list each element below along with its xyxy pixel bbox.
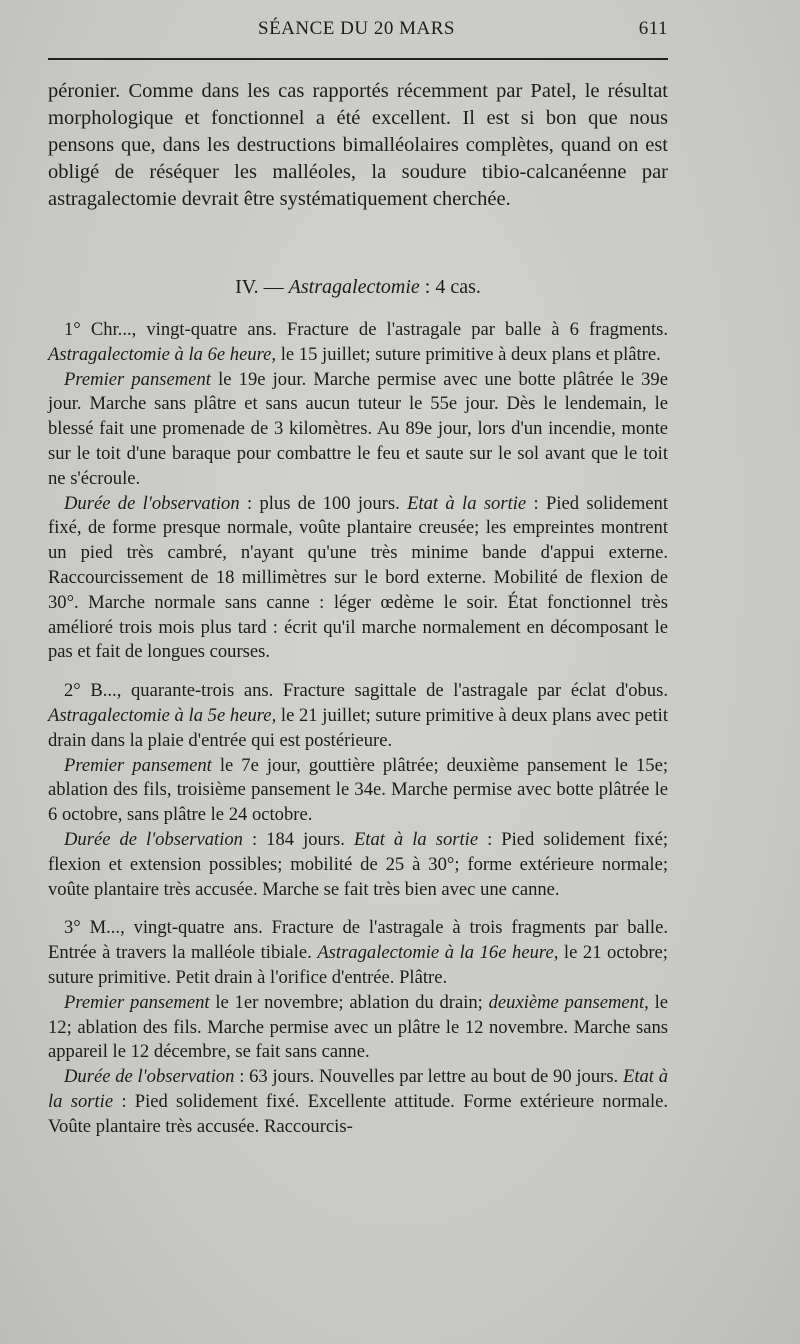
text-run: : Pied solidement fixé, de forme presque normale, voûte plantaire creusée; les empreintes montrent un pied très cambré, n'ayant qu'une très minime bande d'appui externe. Raccourcissement de 18 millimètres sur le bord externe. Mobilité de flexion de 30°. Marche normale sans canne : léger œdème le soir. État fonctionnel très amélioré trois mois plus tard : écrit qu'il marche normalement en décomposant le pas et fait de longues courses. (48, 492, 669, 663)
italic-run: Premier pansement (64, 991, 210, 1013)
italic-run: deuxième pansement, (488, 991, 649, 1013)
italic-run: Premier pansement (64, 368, 211, 390)
text-run: le 21 octobre; suture primitive. Petit drain à l'orifice d'entrée. Plâtre. (48, 942, 668, 988)
page-number: 611 (638, 18, 668, 39)
text-run: 3° M..., vingt-quatre ans. Fracture de l'astragale à trois fragments par balle. Entrée à travers la malléole tibiale. (48, 917, 668, 964)
case-3-paragraph-2 (48, 991, 668, 1065)
section-prefix: IV. — (235, 276, 289, 298)
italic-run: Astragalectomie à la 5e heure, (48, 704, 277, 726)
italic-run: Durée de l'observation (64, 492, 240, 514)
italic-run: Durée de l'observation (64, 828, 243, 850)
section-heading (48, 276, 668, 299)
text-run: le 12; ablation des fils. Marche permise avec un plâtre le 12 novembre. Marche sans appareil le 12 décembre, se fait sans canne. (48, 991, 668, 1063)
intro-paragraph: péronier. Comme dans les cas rapportés récemment par Patel, le résultat morphologique et fonctionnel a été excellent. Il est si bon que nous pensons que, dans les destructions bimalléolaires complètes, quand on est obligé de réséquer les malléoles, la soudure tibio-calcanéenne par astragalectomie devrait être systématiquement cherchée. (48, 80, 668, 210)
case-1-paragraph-2 (48, 368, 668, 492)
case-3-paragraph-3 (48, 1065, 668, 1139)
italic-run: Astragalectomie à la 16e heure, (317, 942, 559, 964)
intro-paragraph-block (48, 78, 668, 213)
text-run: : Pied solidement fixé; flexion et extension possibles; mobilité de 25 à 30°; forme extérieure normale; voûte plantaire très accusée. Marche se fait très bien avec une canne. (48, 828, 669, 900)
case-list (48, 318, 668, 1140)
italic-run: Durée de l'observation (64, 1066, 235, 1088)
text-run: le 1er novembre; ablation du drain; (209, 991, 489, 1013)
case-1-paragraph-1 (48, 318, 668, 368)
text-run: : Pied solidement fixé. Excellente attitude. Forme extérieure normale. Voûte plantaire très accusée. Raccourcis- (48, 1090, 669, 1137)
italic-run: Etat à la sortie (48, 1066, 669, 1112)
text-run: le 15 juillet; suture primitive à deux plans et plâtre. (276, 343, 661, 365)
italic-run: Etat à la sortie (353, 828, 479, 850)
case-2-paragraph-3 (48, 828, 668, 902)
case-2-paragraph-1 (48, 679, 668, 753)
header-rule (48, 58, 668, 60)
section-title: Astragalectomie (288, 276, 420, 298)
text-run: le 7e jour, gouttière plâtrée; deuxième pansement le 15e; ablation des fils, troisième pansement le 34e. Marche permise avec botte plâtrée le 6 octobre, sans plâtre le 24 octobre. (48, 754, 668, 826)
italic-run: Astragalectomie à la 6e heure, (48, 343, 277, 365)
section-suffix: : 4 cas. (419, 276, 481, 298)
text-run: le 19e jour. Marche permise avec une botte plâtrée le 39e jour. Marche sans plâtre et sans aucun tuteur le 55e jour. Dès le lendemain, le blessé fait une promenade de 3 kilomètres. Au 89e jour, lors d'un incendie, monte sur le toit d'une baraque pour combattre le feu et saute sur le sol avant que le toit ne s'écroule. (48, 368, 668, 489)
running-head (48, 18, 668, 44)
text-run: 1° Chr..., vingt-quatre ans. Fracture de l'astragale par balle à 6 fragments. (64, 319, 668, 340)
text-run: 2° B..., quarante-trois ans. Fracture sagittale de l'astragale par éclat d'obus. (64, 680, 668, 702)
text-run: : 63 jours. Nouvelles par lettre au bout de 90 jours. (234, 1066, 623, 1088)
text-run: : plus de 100 jours. (239, 492, 408, 514)
italic-run: Etat à la sortie (407, 492, 527, 514)
case-3-paragraph-1 (48, 916, 668, 990)
italic-run: Premier pansement (64, 754, 212, 776)
running-title: SÉANCE DU 20 MARS (258, 18, 455, 39)
case-2-paragraph-2 (48, 754, 668, 828)
text-run: : 184 jours. (242, 828, 354, 850)
text-run: le 21 juillet; suture primitive à deux plans avec petit drain dans la plaie d'entrée qui est postérieure. (48, 704, 668, 751)
case-1-paragraph-3 (48, 492, 668, 666)
